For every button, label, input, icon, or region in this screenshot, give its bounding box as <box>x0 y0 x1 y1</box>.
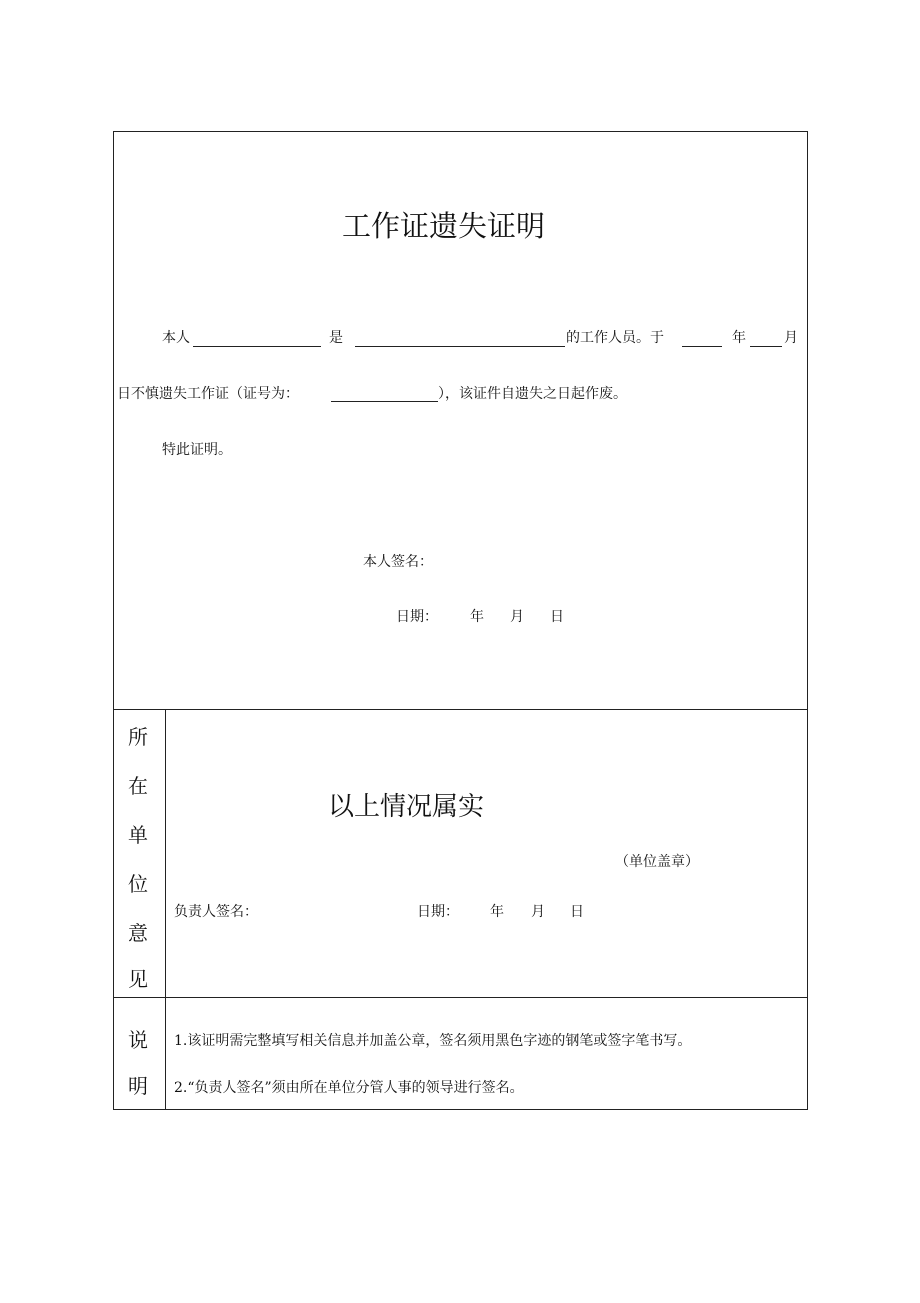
line2-suffix: ），该证件自遗失之日起作废。 <box>438 386 627 402</box>
date-label: 日期： <box>396 609 438 625</box>
month-blank[interactable] <box>750 346 782 347</box>
unit-label-char: 在 <box>128 774 148 798</box>
signature-label: 本人签名： <box>363 554 433 570</box>
line1-month: 月 <box>784 330 798 346</box>
date-year: 年 <box>470 609 484 625</box>
id-number-blank[interactable] <box>331 401 438 402</box>
unit-date-day: 日 <box>570 904 584 920</box>
date-month: 月 <box>510 609 524 625</box>
line1-prefix: 本人 <box>162 330 190 346</box>
closing-text: 特此证明。 <box>162 442 232 458</box>
responsible-signature-label: 负责人签名： <box>174 904 258 920</box>
line1-year: 年 <box>732 330 746 346</box>
line2-prefix: 日不慎遗失工作证（证号为： <box>117 386 299 402</box>
form-table <box>113 131 808 1110</box>
unit-label-char: 单 <box>128 823 148 847</box>
stamp-note: （单位盖章） <box>615 854 699 870</box>
name-blank[interactable] <box>193 346 321 347</box>
date-day: 日 <box>550 609 564 625</box>
year-blank[interactable] <box>682 346 722 347</box>
unit-label-char: 所 <box>128 725 148 749</box>
line1-suffix: 的工作人员。于 <box>566 330 664 346</box>
note-item: 2.“负责人签名”须由所在单位分管人事的领导进行签名。 <box>174 1080 524 1096</box>
unit-label-char: 位 <box>128 872 148 896</box>
note-item: 1.该证明需完整填写相关信息并加盖公章，签名须用黑色字迹的钢笔或签字笔书写。 <box>174 1033 692 1049</box>
unit-label-char: 意 <box>128 921 148 945</box>
unit-date-month: 月 <box>531 904 545 920</box>
certificate-title: 工作证遗失证明 <box>342 209 546 243</box>
notes-label-char: 说 <box>128 1028 148 1052</box>
line1-is: 是 <box>329 330 343 346</box>
unit-statement: 以上情况属实 <box>328 792 485 822</box>
unit-label-char: 见 <box>128 967 148 991</box>
row-divider-2 <box>113 997 808 998</box>
column-divider <box>165 709 166 1110</box>
notes-label-char: 明 <box>128 1074 148 1098</box>
unit-date-year: 年 <box>490 904 504 920</box>
employer-blank[interactable] <box>355 346 565 347</box>
row-divider-1 <box>113 709 808 710</box>
unit-date-label: 日期： <box>417 904 459 920</box>
